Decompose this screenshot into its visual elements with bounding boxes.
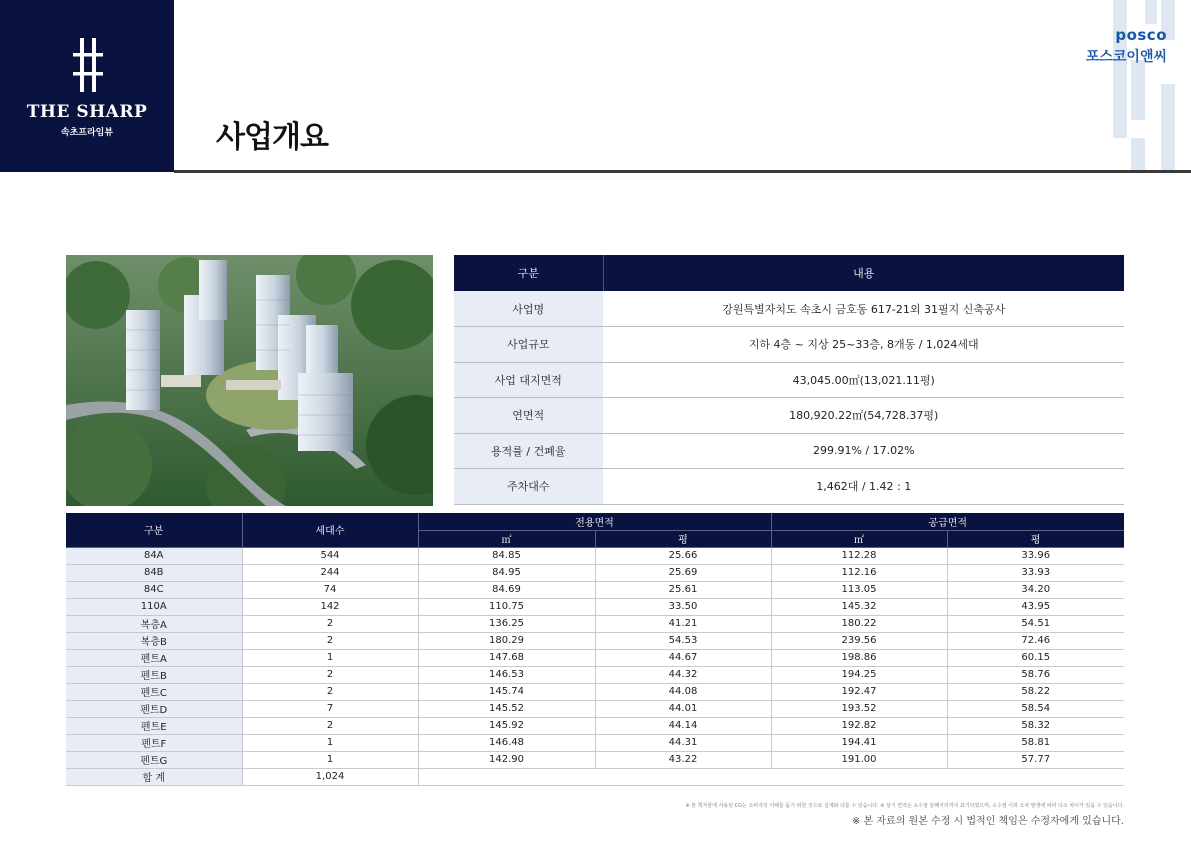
unit-households: 74 [242, 581, 418, 598]
unit-supply-pyeong: 43.95 [947, 598, 1124, 615]
unit-supply-pyeong: 58.81 [947, 734, 1124, 751]
table-row [66, 649, 1124, 666]
table-row [66, 734, 1124, 751]
brand-logo-box [0, 0, 174, 172]
table-row [66, 632, 1124, 649]
unit-supply-pyeong: 58.32 [947, 717, 1124, 734]
posco-enc-name: 포스코이앤씨 [1085, 49, 1167, 65]
unit-exclusive-pyeong: 41.21 [595, 615, 771, 632]
unit-type: 84A [66, 547, 242, 564]
unit-type: 펜트E [66, 717, 242, 734]
unit-exclusive-pyeong: 44.14 [595, 717, 771, 734]
unit-exclusive-sqm: 136.25 [418, 615, 595, 632]
unit-type: 110A [66, 598, 242, 615]
unit-supply-sqm: 112.16 [771, 564, 947, 581]
unit-supply-sqm: 194.25 [771, 666, 947, 683]
unit-households: 1 [242, 649, 418, 666]
unit-exclusive-pyeong: 44.32 [595, 666, 771, 683]
unit-households: 7 [242, 700, 418, 717]
unit-exclusive-sqm: 146.53 [418, 666, 595, 683]
unit-type: 펜트B [66, 666, 242, 683]
overview-label: 연면적 [454, 398, 603, 434]
overview-label: 주차대수 [454, 469, 603, 505]
overview-row [454, 469, 1124, 505]
unit-households: 544 [242, 547, 418, 564]
units-header-supply-pyeong: 평 [947, 530, 1124, 547]
units-header-type: 구분 [66, 513, 242, 547]
table-row [66, 666, 1124, 683]
unit-households: 1 [242, 751, 418, 768]
overview-label: 사업명 [454, 291, 603, 327]
unit-exclusive-pyeong: 54.53 [595, 632, 771, 649]
unit-exclusive-sqm: 147.68 [418, 649, 595, 666]
unit-type: 84C [66, 581, 242, 598]
unit-supply-sqm: 192.47 [771, 683, 947, 700]
footnote-disclaimer: ※ 본 책자물에 사용된 CG는 소비자의 이해를 돕기 위한 것으로 실제와 다를 수 있습니다. ※ 상기 면적은 소수점 둘째자리까지 표기하였으며, 소수점 이하 오차 발생에 따라 다소 차이가 있을 수 있습니다. [685, 803, 1124, 809]
unit-households: 2 [242, 666, 418, 683]
overview-value: 강원특별자치도 속초시 금호동 617-21외 31필지 신축공사 [603, 291, 1124, 327]
total-row [66, 768, 1124, 785]
complex-rendering-image [66, 255, 433, 506]
units-header-households: 세대수 [242, 513, 418, 547]
unit-supply-sqm: 145.32 [771, 598, 947, 615]
unit-exclusive-sqm: 145.52 [418, 700, 595, 717]
decor-bar [1113, 0, 1127, 138]
table-row [66, 615, 1124, 632]
unit-supply-sqm: 112.28 [771, 547, 947, 564]
overview-label: 사업규모 [454, 327, 603, 363]
overview-value: 299.91% / 17.02% [603, 433, 1124, 469]
unit-supply-sqm: 239.56 [771, 632, 947, 649]
unit-type: 펜트D [66, 700, 242, 717]
unit-households: 142 [242, 598, 418, 615]
page-title: 사업개요 [216, 120, 328, 155]
table-row [66, 700, 1124, 717]
unit-exclusive-pyeong: 44.67 [595, 649, 771, 666]
total-blank-cell [418, 768, 1124, 785]
unit-type: 복층B [66, 632, 242, 649]
unit-exclusive-sqm: 142.90 [418, 751, 595, 768]
project-overview-table [454, 255, 1124, 505]
unit-supply-sqm: 198.86 [771, 649, 947, 666]
unit-exclusive-pyeong: 44.31 [595, 734, 771, 751]
unit-type: 펜트C [66, 683, 242, 700]
unit-exclusive-sqm: 84.85 [418, 547, 595, 564]
table-row [66, 581, 1124, 598]
overview-row [454, 398, 1124, 434]
unit-supply-sqm: 113.05 [771, 581, 947, 598]
unit-households: 1 [242, 734, 418, 751]
total-households: 1,024 [242, 768, 418, 785]
unit-exclusive-sqm: 146.48 [418, 734, 595, 751]
footnote-legal-notice: ※ 본 자료의 원본 수정 시 법적인 책임은 수정자에게 있습니다. [851, 816, 1124, 827]
unit-supply-sqm: 191.00 [771, 751, 947, 768]
unit-exclusive-sqm: 145.74 [418, 683, 595, 700]
brand-name: THE SHARP [26, 102, 148, 122]
total-label: 합 계 [66, 768, 242, 785]
unit-type: 펜트F [66, 734, 242, 751]
unit-type: 펜트A [66, 649, 242, 666]
unit-supply-sqm: 192.82 [771, 717, 947, 734]
unit-supply-pyeong: 58.54 [947, 700, 1124, 717]
unit-supply-sqm: 193.52 [771, 700, 947, 717]
unit-exclusive-sqm: 180.29 [418, 632, 595, 649]
unit-supply-pyeong: 54.51 [947, 615, 1124, 632]
overview-value: 180,920.22㎡(54,728.37평) [603, 398, 1124, 434]
units-header-exclusive-sqm: ㎡ [418, 530, 595, 547]
decor-bar [1131, 138, 1145, 170]
unit-exclusive-pyeong: 33.50 [595, 598, 771, 615]
unit-supply-sqm: 194.41 [771, 734, 947, 751]
overview-label: 용적률 / 건폐율 [454, 433, 603, 469]
table-row [66, 598, 1124, 615]
unit-exclusive-sqm: 84.95 [418, 564, 595, 581]
table-row [66, 683, 1124, 700]
overview-value: 지하 4층 ~ 지상 25~33층, 8개동 / 1,024세대 [603, 327, 1124, 363]
overview-header-content: 내용 [603, 255, 1124, 291]
unit-exclusive-pyeong: 25.69 [595, 564, 771, 581]
overview-row [454, 362, 1124, 398]
unit-type: 펜트G [66, 751, 242, 768]
units-header-exclusive-area: 전용면적 [418, 513, 771, 530]
unit-households: 2 [242, 632, 418, 649]
unit-households: 2 [242, 683, 418, 700]
table-row [66, 547, 1124, 564]
decor-bar [1131, 60, 1145, 120]
unit-type: 84B [66, 564, 242, 581]
units-header-supply-sqm: ㎡ [771, 530, 947, 547]
table-row [66, 564, 1124, 581]
unit-exclusive-pyeong: 44.01 [595, 700, 771, 717]
posco-logo-text: posco [1115, 26, 1167, 44]
header-divider [174, 170, 1191, 173]
unit-supply-sqm: 180.22 [771, 615, 947, 632]
unit-exclusive-pyeong: 43.22 [595, 751, 771, 768]
unit-type: 복층A [66, 615, 242, 632]
unit-exclusive-sqm: 110.75 [418, 598, 595, 615]
unit-supply-pyeong: 33.93 [947, 564, 1124, 581]
decor-bar [1145, 0, 1157, 24]
unit-supply-pyeong: 60.15 [947, 649, 1124, 666]
unit-supply-pyeong: 57.77 [947, 751, 1124, 768]
unit-exclusive-pyeong: 44.08 [595, 683, 771, 700]
unit-supply-pyeong: 33.96 [947, 547, 1124, 564]
units-header-exclusive-pyeong: 평 [595, 530, 771, 547]
unit-supply-pyeong: 58.22 [947, 683, 1124, 700]
overview-label: 사업 대지면적 [454, 362, 603, 398]
units-header-supply-area: 공급면적 [771, 513, 1124, 530]
unit-supply-pyeong: 34.20 [947, 581, 1124, 598]
unit-exclusive-sqm: 145.92 [418, 717, 595, 734]
brand-subtitle: 속초프라임뷰 [60, 128, 114, 138]
unit-households: 2 [242, 717, 418, 734]
overview-header-category: 구분 [454, 255, 603, 291]
unit-area-table [66, 513, 1124, 786]
unit-supply-pyeong: 58.76 [947, 666, 1124, 683]
the-sharp-logo-icon [73, 38, 103, 92]
table-row [66, 751, 1124, 768]
table-row [66, 717, 1124, 734]
unit-supply-pyeong: 72.46 [947, 632, 1124, 649]
overview-row [454, 291, 1124, 327]
unit-households: 2 [242, 615, 418, 632]
unit-exclusive-pyeong: 25.61 [595, 581, 771, 598]
unit-exclusive-sqm: 84.69 [418, 581, 595, 598]
overview-value: 1,462대 / 1.42 : 1 [603, 469, 1124, 505]
unit-exclusive-pyeong: 25.66 [595, 547, 771, 564]
overview-value: 43,045.00㎡(13,021.11평) [603, 362, 1124, 398]
overview-row [454, 327, 1124, 363]
unit-households: 244 [242, 564, 418, 581]
overview-row [454, 433, 1124, 469]
decor-bar [1161, 84, 1175, 170]
